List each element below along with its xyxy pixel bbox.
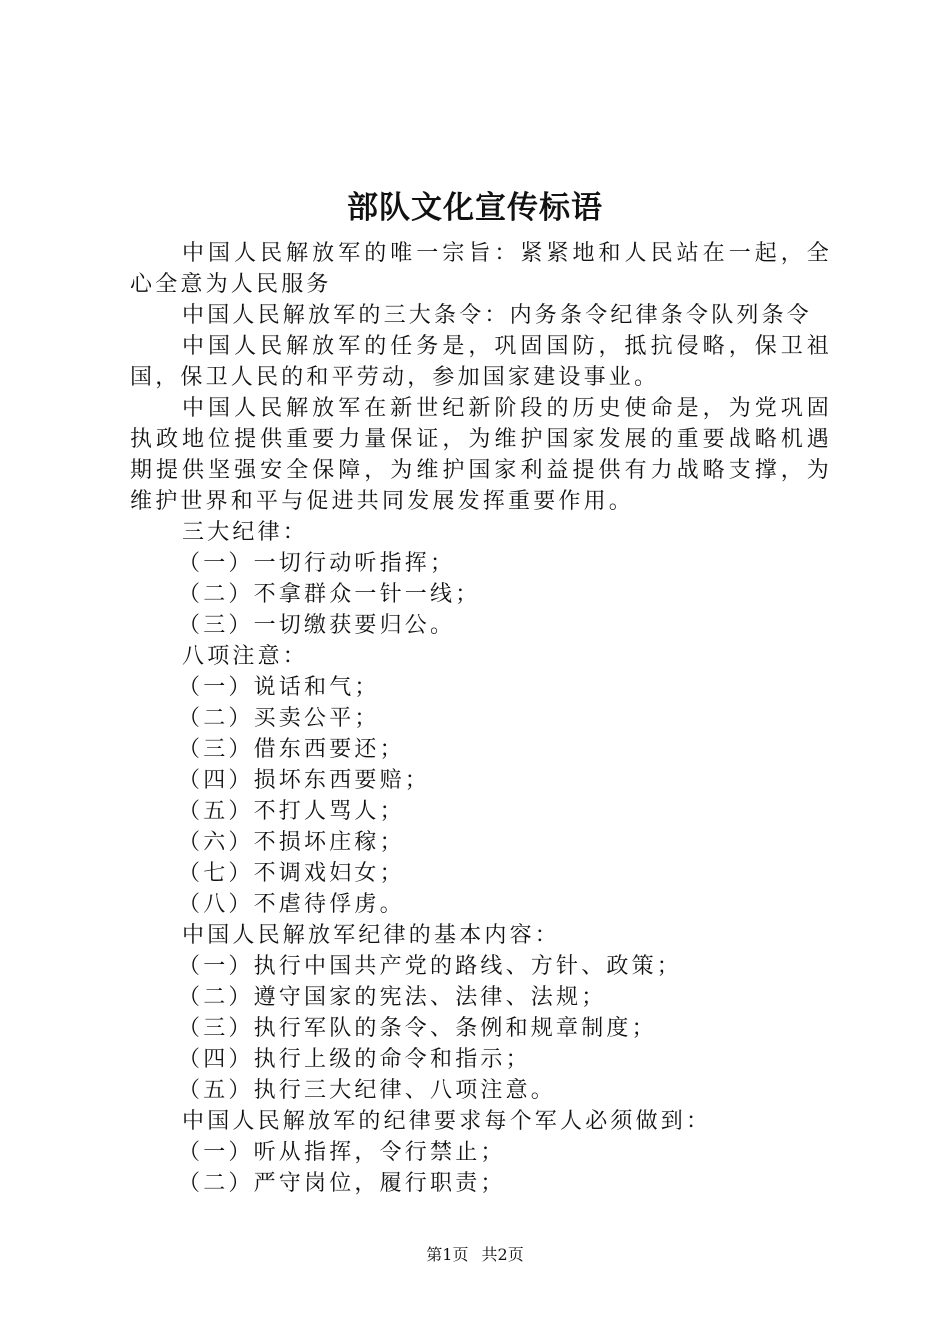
list-item: （一）一切行动听指挥； <box>178 551 456 576</box>
list-item: （一）执行中国共产党的路线、方针、政策； <box>178 954 683 979</box>
list-item: （一）说话和气； <box>178 675 380 700</box>
list-item: （四）损坏东西要赔； <box>178 768 431 793</box>
list-item: （二）买卖公平； <box>178 706 380 731</box>
list-item: （一）听从指挥，令行禁止； <box>178 1140 506 1165</box>
paragraph-tasks: 中国人民解放军的任务是，巩固国防，抵抗侵略，保卫祖国，保卫人民的和平劳动，参加国家建设事业。 <box>130 334 832 390</box>
document-body <box>130 238 832 1199</box>
paragraph-regulations: 中国人民解放军的三大条令：内务条令纪律条令队列条令 <box>182 303 813 328</box>
page-total: 共2页 <box>481 1245 524 1264</box>
list-item: （七）不调戏妇女； <box>178 861 405 886</box>
list-item: （三）执行军队的条令、条例和规章制度； <box>178 1016 657 1041</box>
page-title: 部队文化宣传标语 <box>347 190 603 226</box>
paragraph-purpose: 中国人民解放军的唯一宗旨：紧紧地和人民站在一起，全心全意为人民服务 <box>130 241 832 297</box>
list-item: （五）执行三大纪律、八项注意。 <box>178 1078 557 1103</box>
list-item: （八）不虐待俘虏。 <box>178 892 405 917</box>
list-item: （四）执行上级的命令和指示； <box>178 1047 531 1072</box>
list-item: （三）借东西要还； <box>178 737 405 762</box>
list-item: （三）一切缴获要归公。 <box>178 613 456 638</box>
list-item: （二）不拿群众一针一线； <box>178 582 481 607</box>
paragraph-mission: 中国人民解放军在新世纪新阶段的历史使命是，为党巩固执政地位提供重要力量保证，为维护国家发展的重要战略机遇期提供坚强安全保障，为维护国家利益提供有力战略支撑，为维护世界和平与促进共同发展发挥重要作用。 <box>130 396 832 514</box>
list-item: （二）遵守国家的宪法、法律、法规； <box>178 985 607 1010</box>
section-heading-eight-points: 八项注意： <box>182 644 309 669</box>
list-item: （二）严守岗位，履行职责； <box>178 1171 506 1196</box>
page-footer <box>0 1244 950 1266</box>
list-item: （五）不打人骂人； <box>178 799 405 824</box>
page-number: 第1页 <box>426 1245 469 1264</box>
list-item: （六）不损坏庄稼； <box>178 830 405 855</box>
section-heading-soldier-requirements: 中国人民解放军的纪律要求每个军人必须做到： <box>182 1109 712 1134</box>
section-heading-three-disciplines: 三大纪律： <box>182 520 309 545</box>
section-heading-discipline-content: 中国人民解放军纪律的基本内容： <box>182 923 561 948</box>
